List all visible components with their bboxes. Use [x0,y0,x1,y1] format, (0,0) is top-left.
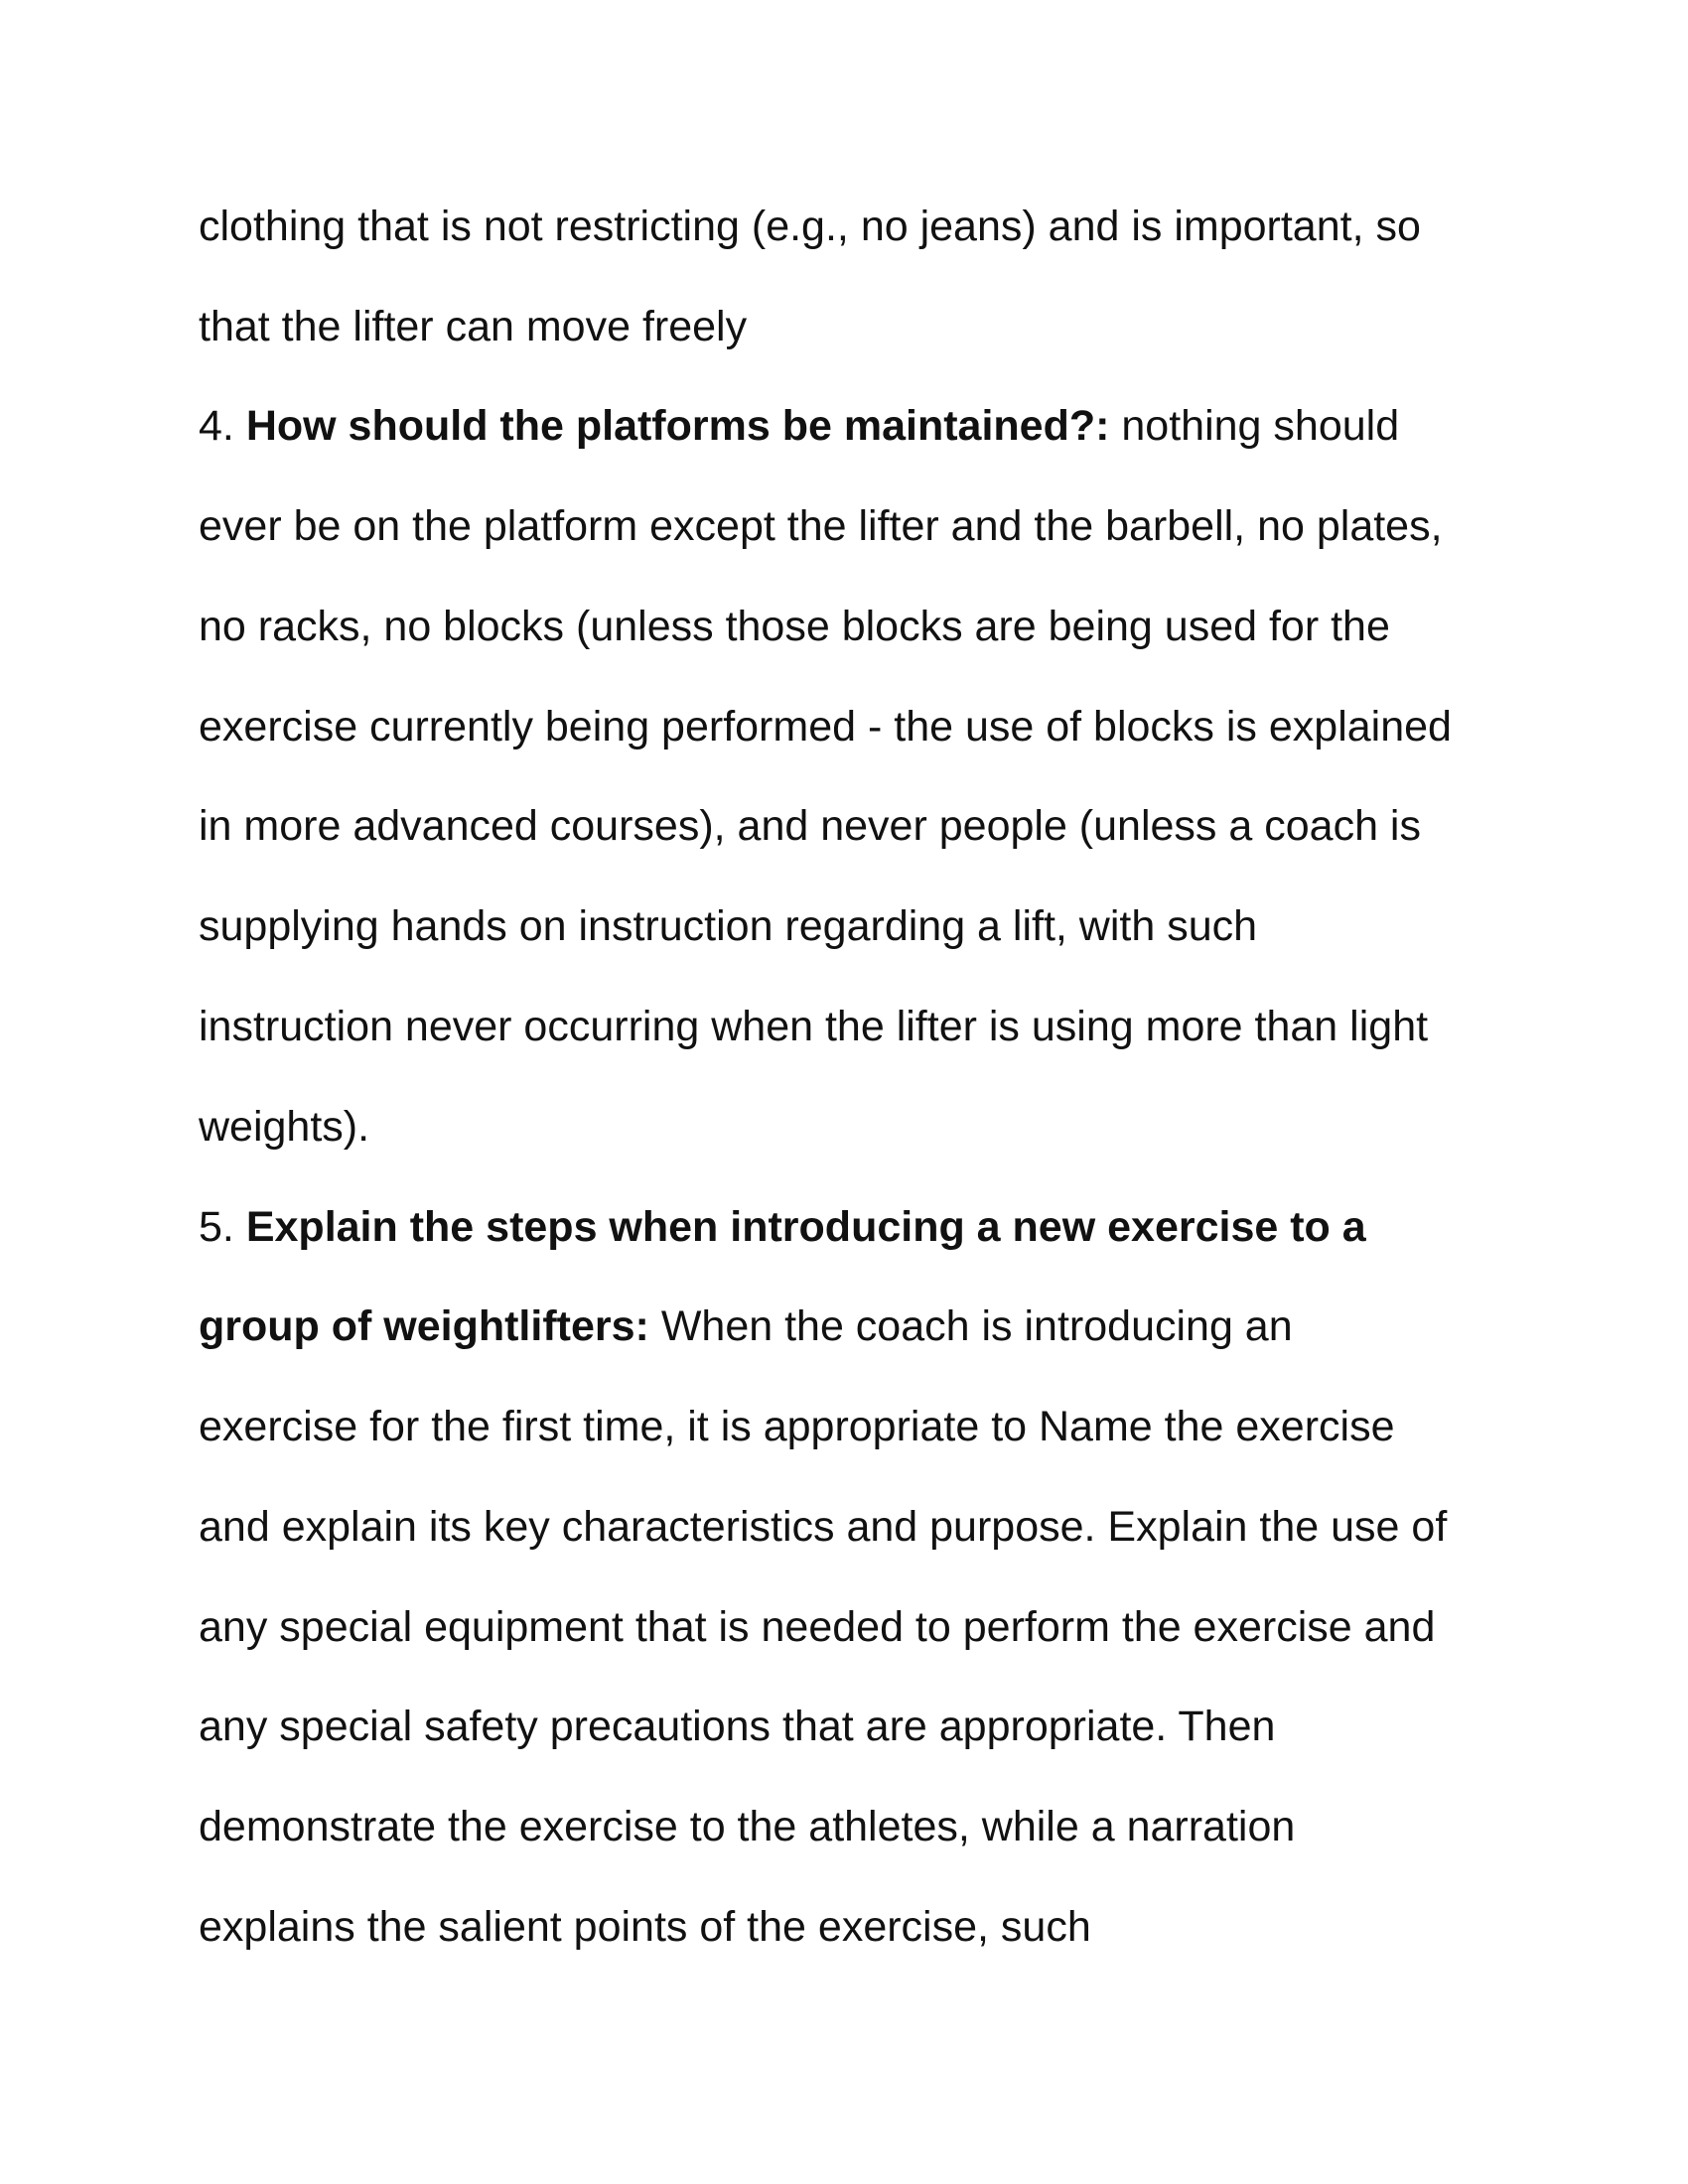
question-5-line [199,1199,1366,1255]
text-line: any special safety precautions that are appropriate. Then [199,1703,1276,1750]
text-line: supplying hands on instruction regarding a lift, with such [199,902,1258,950]
answer-start: When the coach is introducing an [660,1302,1293,1350]
question-5-line-2 [199,1298,1293,1354]
text-line: exercise for the first time, it is appropriate to Name the exercise [199,1403,1395,1450]
text-line: clothing that is not restricting (e.g., no jeans) and is important, so [199,203,1421,250]
text-line: and explain its key characteristics and purpose. Explain the use of [199,1503,1448,1551]
text-line: demonstrate the exercise to the athletes, while a narration [199,1803,1296,1850]
answer-start: nothing should [1121,402,1400,450]
text-line: weights). [199,1103,370,1151]
text-line: explains the salient points of the exercise, such [199,1903,1091,1951]
text-line: in more advanced courses), and never people (unless a coach is [199,802,1421,850]
text-line: exercise currently being performed - the use of blocks is explained [199,703,1452,751]
text-line: no racks, no blocks (unless those blocks are being used for the [199,603,1390,650]
text-line: ever be on the platform except the lifter and the barbell, no plates, [199,502,1443,550]
text-line: instruction never occurring when the lifter is using more than light [199,1003,1429,1050]
question-4-line [199,398,1399,454]
question-number: 5. [199,1203,234,1251]
question-5-heading: Explain the steps when introducing a new exercise to a [245,1203,1366,1251]
text-line: any special equipment that is needed to perform the exercise and [199,1603,1436,1651]
text-line: that the lifter can move freely [199,303,748,350]
question-number: 4. [199,402,234,450]
question-5-heading-continued: group of weightlifters: [199,1302,649,1350]
question-4-heading: How should the platforms be maintained?: [245,402,1110,450]
